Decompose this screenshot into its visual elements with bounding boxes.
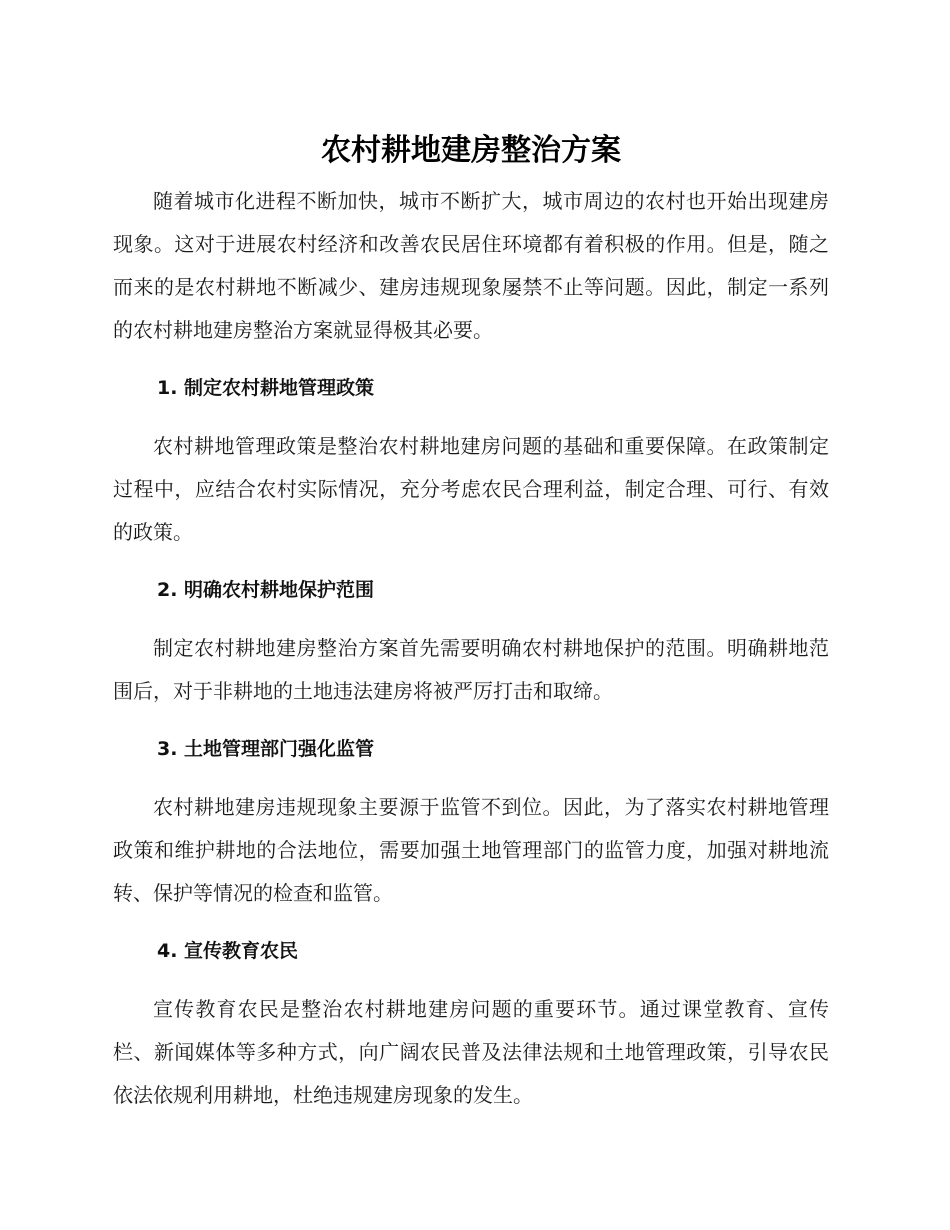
document-title: 农村耕地建房整治方案 xyxy=(321,133,621,168)
section-heading-4: 4. 宣传教育农民 xyxy=(157,940,299,962)
section-heading-3: 3. 土地管理部门强化监管 xyxy=(157,738,375,760)
section-heading-1: 1. 制定农村耕地管理政策 xyxy=(157,377,375,399)
section-heading-2: 2. 明确农村耕地保护范围 xyxy=(157,579,375,601)
section-body-2: 制定农村耕地建房整治方案首先需要明确农村耕地保护的范围。明确耕地范围后，对于非耕地的土地违法建房将被严厉打击和取缔。 xyxy=(113,636,829,703)
section-body-4: 宣传教育农民是整治农村耕地建房问题的重要环节。通过课堂教育、宣传栏、新闻媒体等多种方式，向广阔农民普及法律法规和土地管理政策，引导农民依法依规利用耕地，杜绝违规建房现象的发生。 xyxy=(113,997,829,1107)
section-body-1: 农村耕地管理政策是整治农村耕地建房问题的基础和重要保障。在政策制定过程中，应结合农村实际情况，充分考虑农民合理利益，制定合理、可行、有效的政策。 xyxy=(113,434,829,544)
document-content xyxy=(113,128,829,1117)
intro-paragraph: 随着城市化进程不断加快，城市不断扩大，城市周边的农村也开始出现建房现象。这对于进展农村经济和改善农民居住环境都有着积极的作用。但是，随之而来的是农村耕地不断减少、建房违规现象屡禁不止等问题。因此，制定一系列的农村耕地建房整治方案就显得极其必要。 xyxy=(113,189,829,342)
section-body-3: 农村耕地建房违规现象主要源于监管不到位。因此，为了落实农村耕地管理政策和维护耕地的合法地位，需要加强土地管理部门的监管力度，加强对耕地流转、保护等情况的检查和监管。 xyxy=(113,795,829,905)
